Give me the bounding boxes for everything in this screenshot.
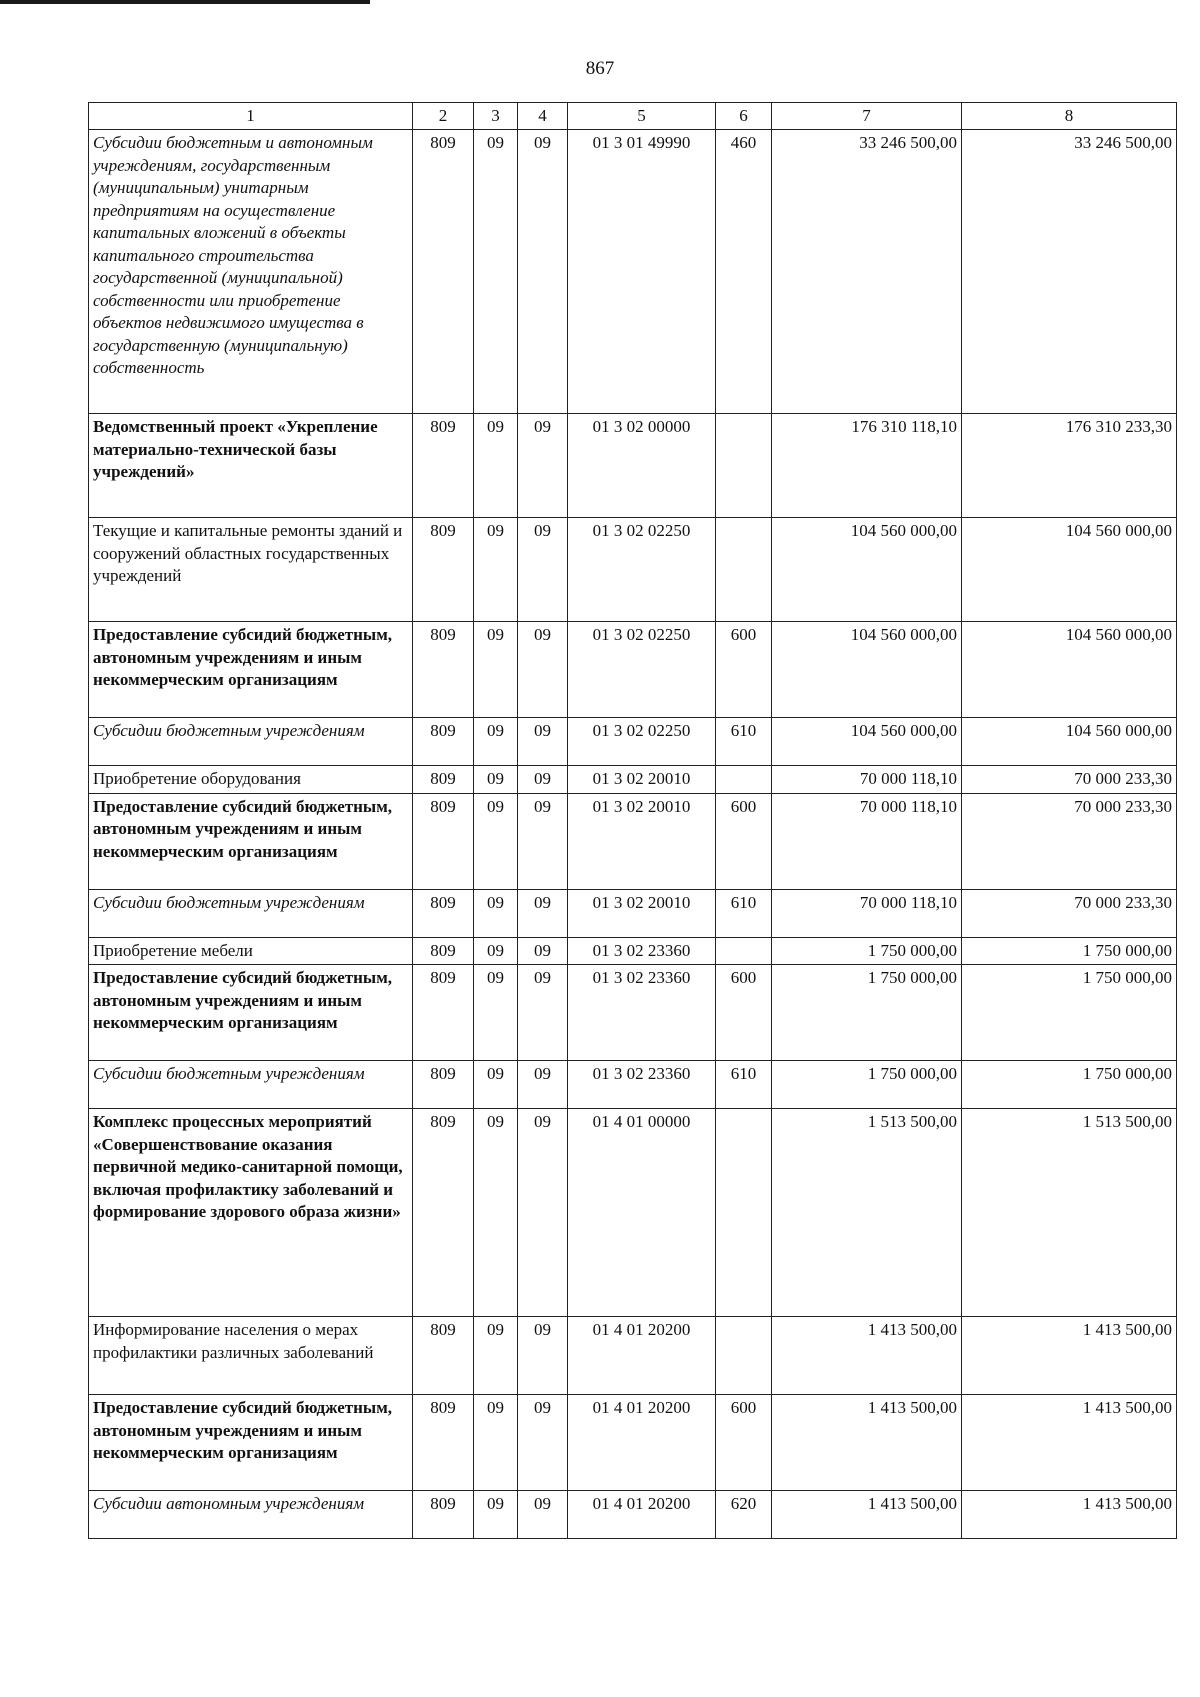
amount-col8-cell: 104 560 000,00 [962, 518, 1177, 622]
col-header-2: 2 [413, 103, 474, 130]
section-code-cell: 09 [474, 718, 518, 766]
amount-col7-cell: 1 413 500,00 [772, 1395, 962, 1491]
target-article-cell: 01 4 01 20200 [568, 1395, 716, 1491]
amount-col8-cell: 70 000 233,30 [962, 766, 1177, 794]
table-row [89, 518, 1177, 622]
target-article-cell: 01 3 02 23360 [568, 965, 716, 1061]
amount-col8-cell: 1 513 500,00 [962, 1109, 1177, 1317]
target-article-cell: 01 3 02 02250 [568, 518, 716, 622]
col-header-3: 3 [474, 103, 518, 130]
row-name-cell: Информирование населения о мерах профилактики различных заболеваний [89, 1317, 413, 1395]
row-name-cell: Субсидии бюджетным учреждениям [89, 889, 413, 937]
section-code-cell: 09 [474, 414, 518, 518]
amount-col7-cell: 70 000 118,10 [772, 793, 962, 889]
target-article-cell: 01 3 01 49990 [568, 130, 716, 414]
target-article-cell: 01 3 02 23360 [568, 1061, 716, 1109]
subsection-code-cell: 09 [518, 1395, 568, 1491]
amount-col7-cell: 1 750 000,00 [772, 965, 962, 1061]
subsection-code-cell: 09 [518, 1061, 568, 1109]
admin-code-cell: 809 [413, 793, 474, 889]
col-header-8: 8 [962, 103, 1177, 130]
amount-col8-cell: 1 413 500,00 [962, 1491, 1177, 1539]
col-header-4: 4 [518, 103, 568, 130]
row-name-cell: Приобретение оборудования [89, 766, 413, 794]
expense-type-cell: 610 [716, 718, 772, 766]
col-header-7: 7 [772, 103, 962, 130]
subsection-code-cell: 09 [518, 1491, 568, 1539]
table-row [89, 1317, 1177, 1395]
amount-col7-cell: 176 310 118,10 [772, 414, 962, 518]
row-name-cell: Ведомственный проект «Укрепление материально-технической базы учреждений» [89, 414, 413, 518]
expense-type-cell [716, 937, 772, 965]
expense-type-cell: 610 [716, 889, 772, 937]
amount-col8-cell: 70 000 233,30 [962, 889, 1177, 937]
subsection-code-cell: 09 [518, 718, 568, 766]
table-row [89, 1491, 1177, 1539]
amount-col7-cell: 104 560 000,00 [772, 718, 962, 766]
col-header-5: 5 [568, 103, 716, 130]
table-row [89, 965, 1177, 1061]
section-code-cell: 09 [474, 1395, 518, 1491]
amount-col7-cell: 1 413 500,00 [772, 1491, 962, 1539]
table-row [89, 889, 1177, 937]
amount-col8-cell: 33 246 500,00 [962, 130, 1177, 414]
table-row [89, 937, 1177, 965]
row-name-cell: Предоставление субсидий бюджетным, автономным учреждениям и иным некоммерческим организациям [89, 793, 413, 889]
section-code-cell: 09 [474, 622, 518, 718]
section-code-cell: 09 [474, 1061, 518, 1109]
amount-col8-cell: 1 750 000,00 [962, 937, 1177, 965]
subsection-code-cell: 09 [518, 518, 568, 622]
section-code-cell: 09 [474, 1317, 518, 1395]
amount-col7-cell: 33 246 500,00 [772, 130, 962, 414]
amount-col8-cell: 104 560 000,00 [962, 622, 1177, 718]
section-code-cell: 09 [474, 1109, 518, 1317]
table-row [89, 130, 1177, 414]
target-article-cell: 01 3 02 23360 [568, 937, 716, 965]
table-row [89, 1109, 1177, 1317]
table-row [89, 793, 1177, 889]
page-number: 867 [585, 58, 615, 79]
table-row [89, 1395, 1177, 1491]
row-name-cell: Субсидии бюджетным учреждениям [89, 1061, 413, 1109]
admin-code-cell: 809 [413, 718, 474, 766]
target-article-cell: 01 3 02 02250 [568, 622, 716, 718]
expense-type-cell: 600 [716, 1395, 772, 1491]
admin-code-cell: 809 [413, 622, 474, 718]
section-code-cell: 09 [474, 793, 518, 889]
amount-col7-cell: 1 750 000,00 [772, 937, 962, 965]
scan-edge-line [0, 0, 370, 4]
expense-type-cell [716, 766, 772, 794]
subsection-code-cell: 09 [518, 130, 568, 414]
table-row [89, 718, 1177, 766]
row-name-cell: Субсидии автономным учреждениям [89, 1491, 413, 1539]
table-row [89, 766, 1177, 794]
section-code-cell: 09 [474, 130, 518, 414]
row-name-cell: Текущие и капитальные ремонты зданий и сооружений областных государственных учреждений [89, 518, 413, 622]
admin-code-cell: 809 [413, 766, 474, 794]
amount-col7-cell: 70 000 118,10 [772, 766, 962, 794]
amount-col7-cell: 104 560 000,00 [772, 622, 962, 718]
expense-type-cell: 600 [716, 965, 772, 1061]
admin-code-cell: 809 [413, 414, 474, 518]
admin-code-cell: 809 [413, 1317, 474, 1395]
subsection-code-cell: 09 [518, 622, 568, 718]
amount-col8-cell: 176 310 233,30 [962, 414, 1177, 518]
col-header-6: 6 [716, 103, 772, 130]
subsection-code-cell: 09 [518, 414, 568, 518]
table-row [89, 1061, 1177, 1109]
expense-type-cell [716, 518, 772, 622]
amount-col7-cell: 1 513 500,00 [772, 1109, 962, 1317]
amount-col7-cell: 1 413 500,00 [772, 1317, 962, 1395]
row-name-cell: Приобретение мебели [89, 937, 413, 965]
section-code-cell: 09 [474, 965, 518, 1061]
target-article-cell: 01 3 02 20010 [568, 889, 716, 937]
subsection-code-cell: 09 [518, 889, 568, 937]
admin-code-cell: 809 [413, 937, 474, 965]
table-row [89, 414, 1177, 518]
admin-code-cell: 809 [413, 1061, 474, 1109]
table-row [89, 622, 1177, 718]
col-header-1: 1 [89, 103, 413, 130]
expense-type-cell [716, 1109, 772, 1317]
amount-col8-cell: 104 560 000,00 [962, 718, 1177, 766]
row-name-cell: Предоставление субсидий бюджетным, автономным учреждениям и иным некоммерческим организациям [89, 622, 413, 718]
table-body [89, 103, 1177, 1539]
row-name-cell: Комплекс процессных мероприятий «Совершенствование оказания первичной медико-санитарной помощи, включая профилактику заболеваний и формирование здорового образа жизни» [89, 1109, 413, 1317]
amount-col7-cell: 104 560 000,00 [772, 518, 962, 622]
amount-col8-cell: 1 413 500,00 [962, 1317, 1177, 1395]
section-code-cell: 09 [474, 937, 518, 965]
admin-code-cell: 809 [413, 1491, 474, 1539]
header-row [89, 103, 1177, 130]
target-article-cell: 01 3 02 00000 [568, 414, 716, 518]
amount-col7-cell: 1 750 000,00 [772, 1061, 962, 1109]
expense-type-cell [716, 1317, 772, 1395]
admin-code-cell: 809 [413, 1109, 474, 1317]
subsection-code-cell: 09 [518, 793, 568, 889]
target-article-cell: 01 3 02 20010 [568, 766, 716, 794]
subsection-code-cell: 09 [518, 965, 568, 1061]
row-name-cell: Субсидии бюджетным и автономным учреждениям, государственным (муниципальным) унитарным предприятиям на осуществление капитальных вложений в объекты капитального строительства государственной (муниципальной) собственности или приобретение объектов недвижимого имущества в государственную (муниципальную) собственность [89, 130, 413, 414]
subsection-code-cell: 09 [518, 1109, 568, 1317]
section-code-cell: 09 [474, 518, 518, 622]
section-code-cell: 09 [474, 1491, 518, 1539]
amount-col8-cell: 1 750 000,00 [962, 1061, 1177, 1109]
subsection-code-cell: 09 [518, 1317, 568, 1395]
target-article-cell: 01 4 01 20200 [568, 1491, 716, 1539]
subsection-code-cell: 09 [518, 766, 568, 794]
expense-type-cell [716, 414, 772, 518]
target-article-cell: 01 3 02 20010 [568, 793, 716, 889]
section-code-cell: 09 [474, 889, 518, 937]
amount-col7-cell: 70 000 118,10 [772, 889, 962, 937]
expense-type-cell: 620 [716, 1491, 772, 1539]
admin-code-cell: 809 [413, 965, 474, 1061]
admin-code-cell: 809 [413, 1395, 474, 1491]
expense-type-cell: 460 [716, 130, 772, 414]
admin-code-cell: 809 [413, 518, 474, 622]
target-article-cell: 01 4 01 20200 [568, 1317, 716, 1395]
amount-col8-cell: 1 750 000,00 [962, 965, 1177, 1061]
row-name-cell: Субсидии бюджетным учреждениям [89, 718, 413, 766]
expense-type-cell: 610 [716, 1061, 772, 1109]
admin-code-cell: 809 [413, 889, 474, 937]
admin-code-cell: 809 [413, 130, 474, 414]
row-name-cell: Предоставление субсидий бюджетным, автономным учреждениям и иным некоммерческим организациям [89, 965, 413, 1061]
expense-type-cell: 600 [716, 793, 772, 889]
target-article-cell: 01 4 01 00000 [568, 1109, 716, 1317]
budget-table [88, 102, 1177, 1539]
row-name-cell: Предоставление субсидий бюджетным, автономным учреждениям и иным некоммерческим организациям [89, 1395, 413, 1491]
amount-col8-cell: 70 000 233,30 [962, 793, 1177, 889]
target-article-cell: 01 3 02 02250 [568, 718, 716, 766]
amount-col8-cell: 1 413 500,00 [962, 1395, 1177, 1491]
subsection-code-cell: 09 [518, 937, 568, 965]
expense-type-cell: 600 [716, 622, 772, 718]
section-code-cell: 09 [474, 766, 518, 794]
